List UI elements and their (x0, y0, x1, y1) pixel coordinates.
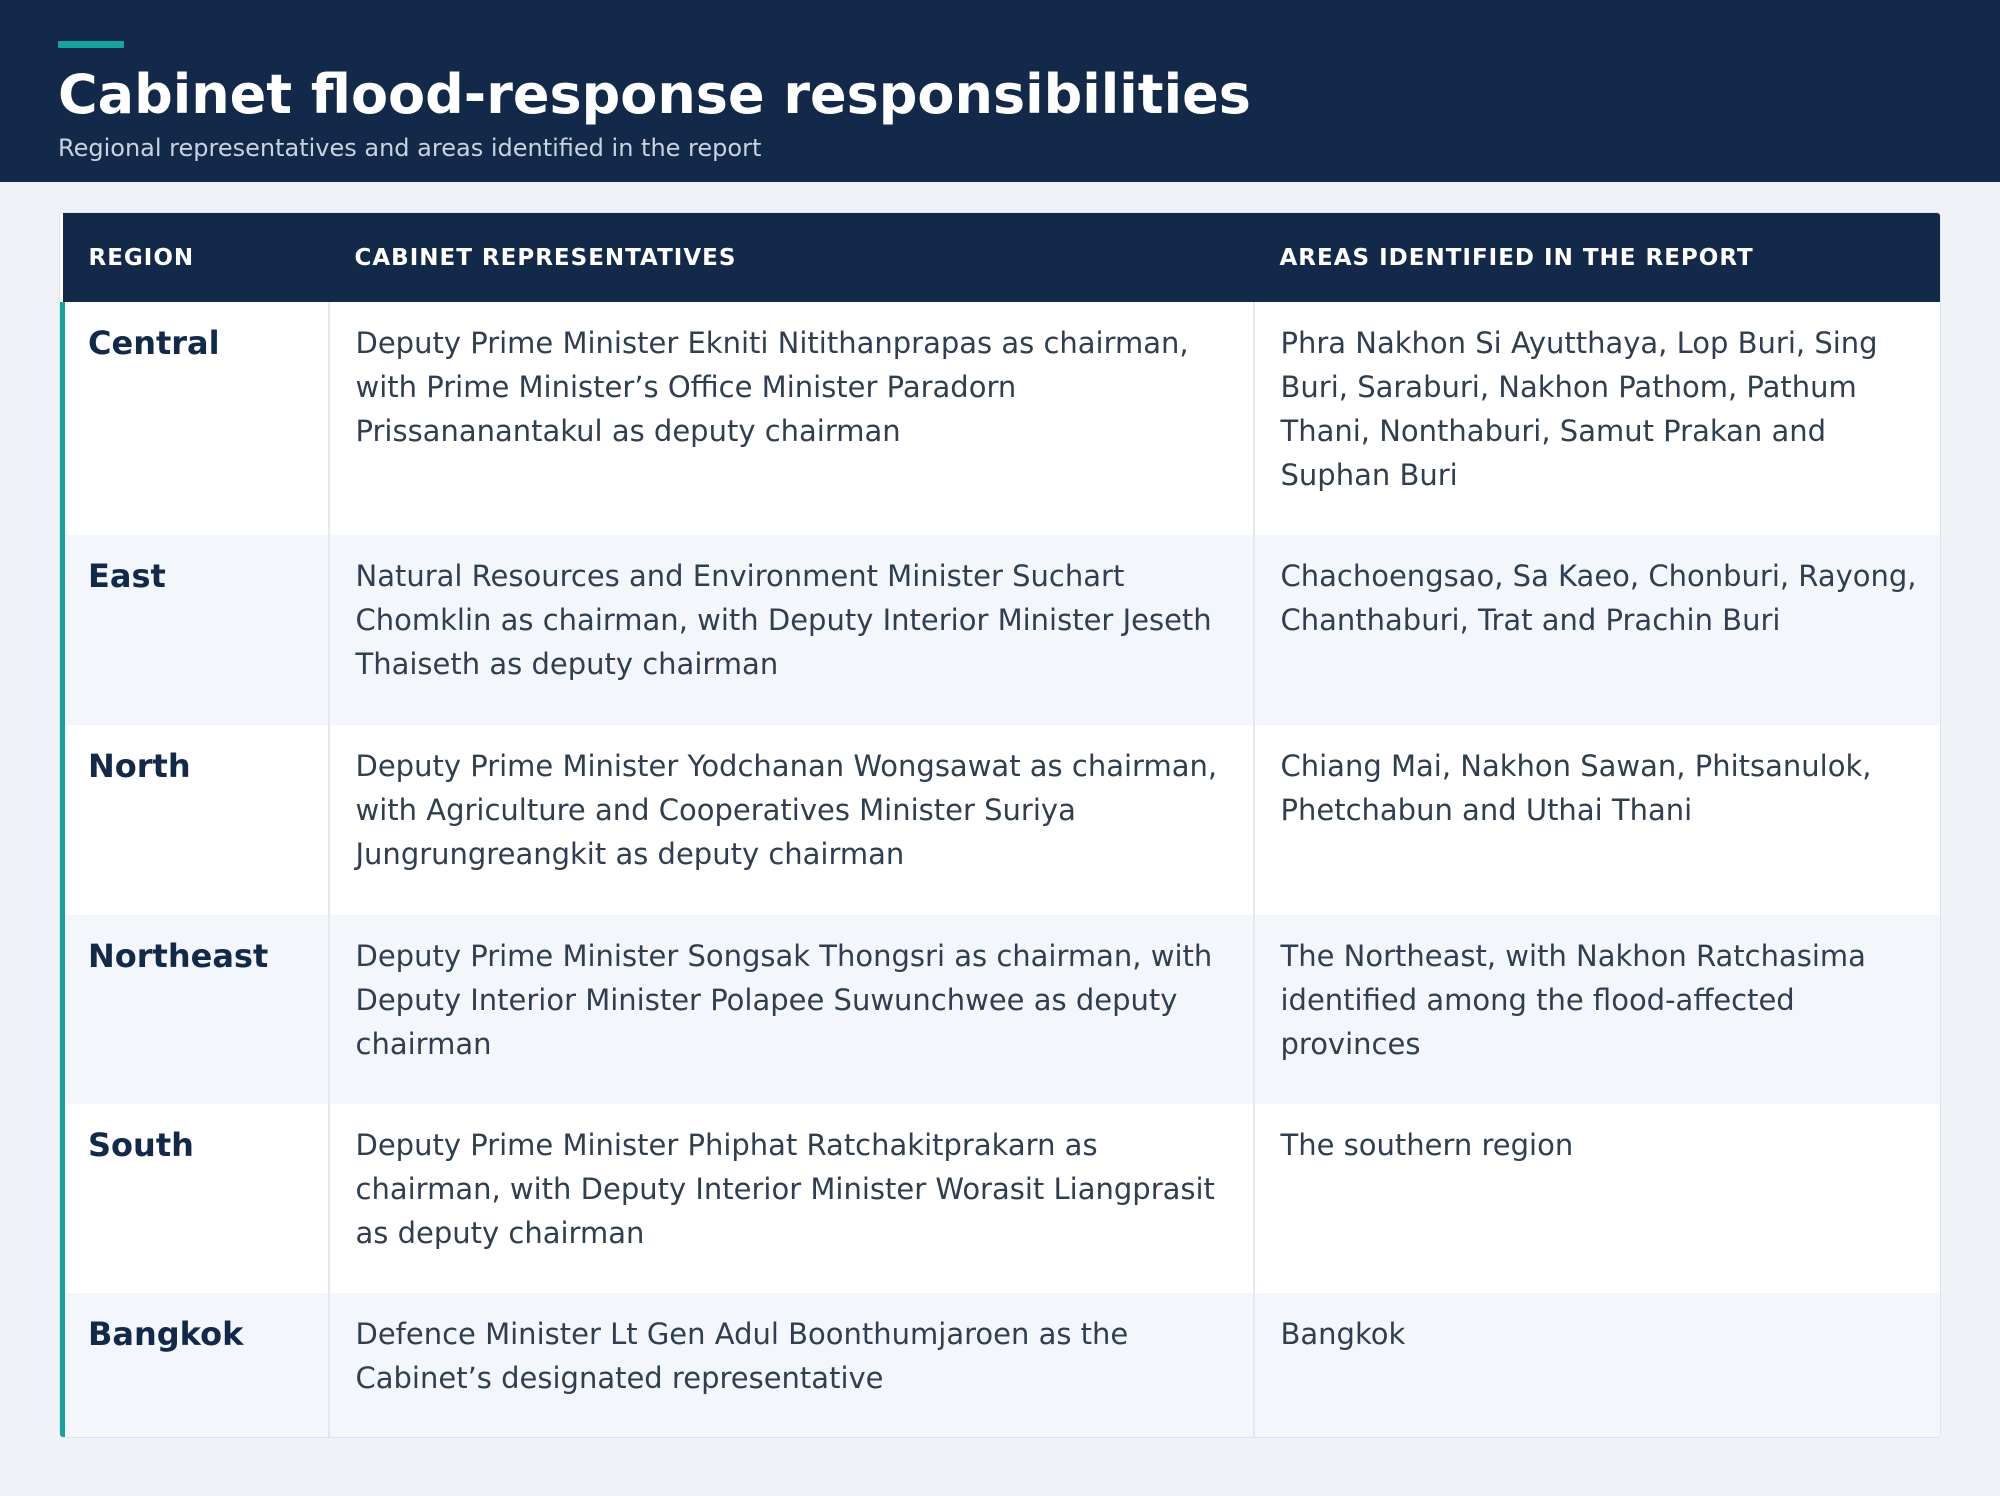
table-row (63, 302, 1942, 535)
column-header-region: REGION (63, 213, 329, 302)
representatives-cell: Deputy Prime Minister Phiphat Ratchakitprakarn as chairman, with Deputy Interior Minister Worasit Liangprasit as deputy chairman (329, 1104, 1254, 1293)
representatives-cell: Deputy Prime Minister Ekniti Nitithanprapas as chairman, with Prime Minister’s Office Minister Paradorn Prissananantakul as deputy chairman (329, 302, 1254, 535)
column-header-representatives: CABINET REPRESENTATIVES (329, 213, 1254, 302)
areas-cell: Bangkok (1254, 1293, 1942, 1438)
table-row (63, 1293, 1942, 1438)
table-row (63, 725, 1942, 915)
areas-cell: Chachoengsao, Sa Kaeo, Chonburi, Rayong, Chanthaburi, Trat and Prachin Buri (1254, 535, 1942, 725)
accent-bar (58, 41, 124, 48)
region-cell: South (63, 1104, 329, 1293)
representatives-cell: Deputy Prime Minister Yodchanan Wongsawat as chairman, with Agriculture and Cooperatives Minister Suriya Jungrungreangkit as deputy chairman (329, 725, 1254, 915)
table-row (63, 915, 1942, 1104)
areas-cell: The Northeast, with Nakhon Ratchasima identified among the flood-affected provinces (1254, 915, 1942, 1104)
column-header-areas: AREAS IDENTIFIED IN THE REPORT (1254, 213, 1942, 302)
region-cell: East (63, 535, 329, 725)
region-cell: North (63, 725, 329, 915)
table-row (63, 1104, 1942, 1293)
page-subtitle: Regional representatives and areas identified in the report (58, 134, 762, 162)
region-cell: Central (63, 302, 329, 535)
representatives-cell: Natural Resources and Environment Minister Suchart Chomklin as chairman, with Deputy Interior Minister Jeseth Thaiseth as deputy chairman (329, 535, 1254, 725)
responsibilities-table (59, 212, 1941, 1438)
page-header (0, 0, 2000, 182)
areas-cell: Phra Nakhon Si Ayutthaya, Lop Buri, Sing Buri, Saraburi, Nakhon Pathom, Pathum Thani, Nonthaburi, Samut Prakan and Suphan Buri (1254, 302, 1942, 535)
region-cell: Bangkok (63, 1293, 329, 1438)
areas-cell: The southern region (1254, 1104, 1942, 1293)
table-row (63, 535, 1942, 725)
representatives-cell: Defence Minister Lt Gen Adul Boonthumjaroen as the Cabinet’s designated representative (329, 1293, 1254, 1438)
region-cell: Northeast (63, 915, 329, 1104)
representatives-cell: Deputy Prime Minister Songsak Thongsri as chairman, with Deputy Interior Minister Polapee Suwunchwee as deputy chairman (329, 915, 1254, 1104)
table-header-row (63, 213, 1942, 302)
areas-cell: Chiang Mai, Nakhon Sawan, Phitsanulok, Phetchabun and Uthai Thani (1254, 725, 1942, 915)
page-title: Cabinet flood-response responsibilities (58, 63, 1251, 126)
